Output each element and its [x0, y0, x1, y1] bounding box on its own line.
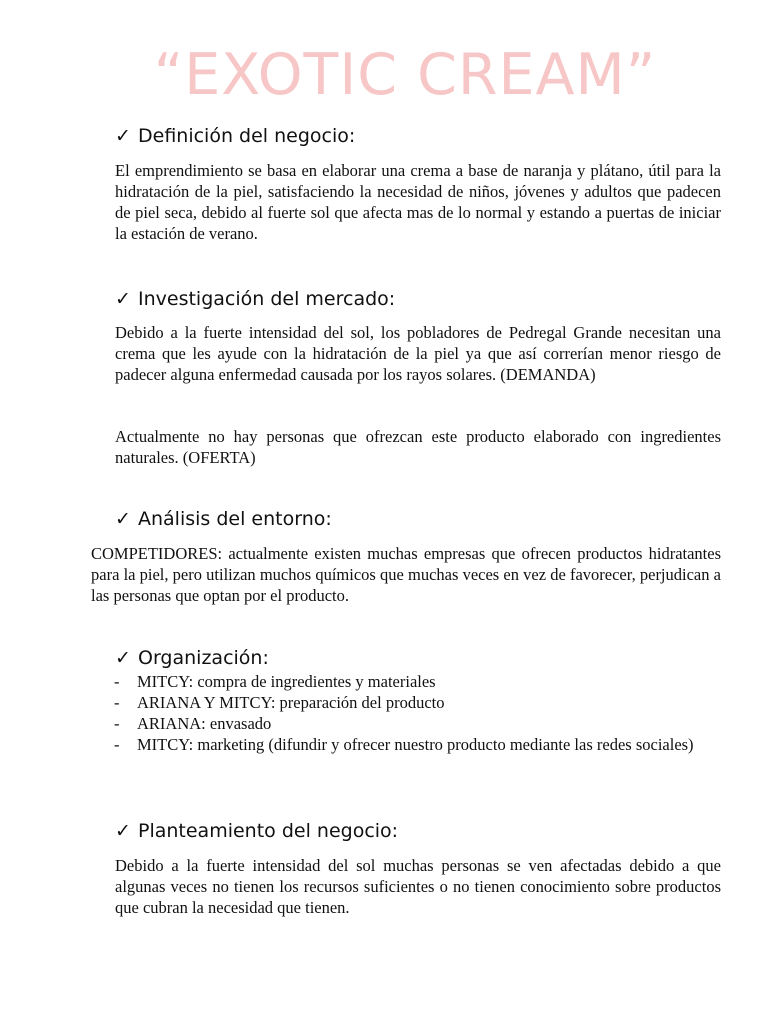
- checkmark-icon: ✓: [115, 820, 131, 842]
- heading-text: Organización:: [138, 647, 269, 669]
- heading-text: Definición del negocio:: [138, 125, 356, 147]
- list-item: [115, 671, 721, 692]
- dash-marker: -: [114, 735, 120, 754]
- list-item-text: MITCY: marketing (difundir y ofrecer nuestro producto mediante las redes sociales): [137, 735, 694, 754]
- checkmark-icon: ✓: [115, 125, 131, 147]
- list-item: [115, 692, 721, 713]
- organizacion-list: [115, 671, 721, 755]
- heading-text: Investigación del mercado:: [138, 288, 396, 310]
- heading-text: Análisis del entorno:: [138, 508, 332, 530]
- list-item-text: ARIANA: envasado: [137, 714, 272, 733]
- heading-planteamiento: [115, 819, 398, 843]
- list-item-text: MITCY: compra de ingredientes y materiales: [137, 672, 436, 691]
- heading-definicion: [115, 124, 355, 148]
- heading-investigacion: [115, 287, 395, 311]
- list-item: [115, 734, 721, 755]
- dash-marker: -: [114, 672, 120, 691]
- paragraph-oferta: Actualmente no hay personas que ofrezcan este producto elaborado con ingredientes naturales. (OFERTA): [115, 427, 721, 467]
- heading-text: Planteamiento del negocio:: [138, 820, 399, 842]
- paragraph-demanda: Debido a la fuerte intensidad del sol, los pobladores de Pedregal Grande necesitan una crema que les ayude con la hidratación de la piel ya que así correrían menor riesgo de padecer alguna enfermedad causada por los rayos solares. (DEMANDA): [115, 323, 721, 384]
- list-item: [115, 713, 721, 734]
- heading-analisis: [115, 507, 332, 531]
- paragraph-definicion: El emprendimiento se basa en elaborar una crema a base de naranja y plátano, útil para la hidratación de la piel, satisfaciendo la necesidad de niños, jóvenes y adultos que padecen de piel seca, debido al fuerte sol que afecta mas de lo normal y estando a puertas de iniciar la estación de verano.: [115, 161, 721, 243]
- paragraph-planteamiento: Debido a la fuerte intensidad del sol muchas personas se ven afectadas debido a que algunas veces no tienen los recursos suficientes o no tienen conocimiento sobre productos que cubran la necesidad que tienen.: [115, 856, 721, 917]
- list-item-text: ARIANA Y MITCY: preparación del producto: [137, 693, 445, 712]
- paragraph-competidores: COMPETIDORES: actualmente existen muchas empresas que ofrecen productos hidratantes para la piel, pero utilizan muchos químicos que muchas veces en vez de favorecer, perjudican a las personas que optan por el producto.: [91, 544, 721, 605]
- dash-marker: -: [114, 714, 120, 733]
- dash-marker: -: [114, 693, 120, 712]
- heading-organizacion: [115, 646, 269, 670]
- checkmark-icon: ✓: [115, 647, 131, 669]
- checkmark-icon: ✓: [115, 508, 131, 530]
- document-title: “EXOTIC CREAM”: [153, 42, 657, 108]
- checkmark-icon: ✓: [115, 288, 131, 310]
